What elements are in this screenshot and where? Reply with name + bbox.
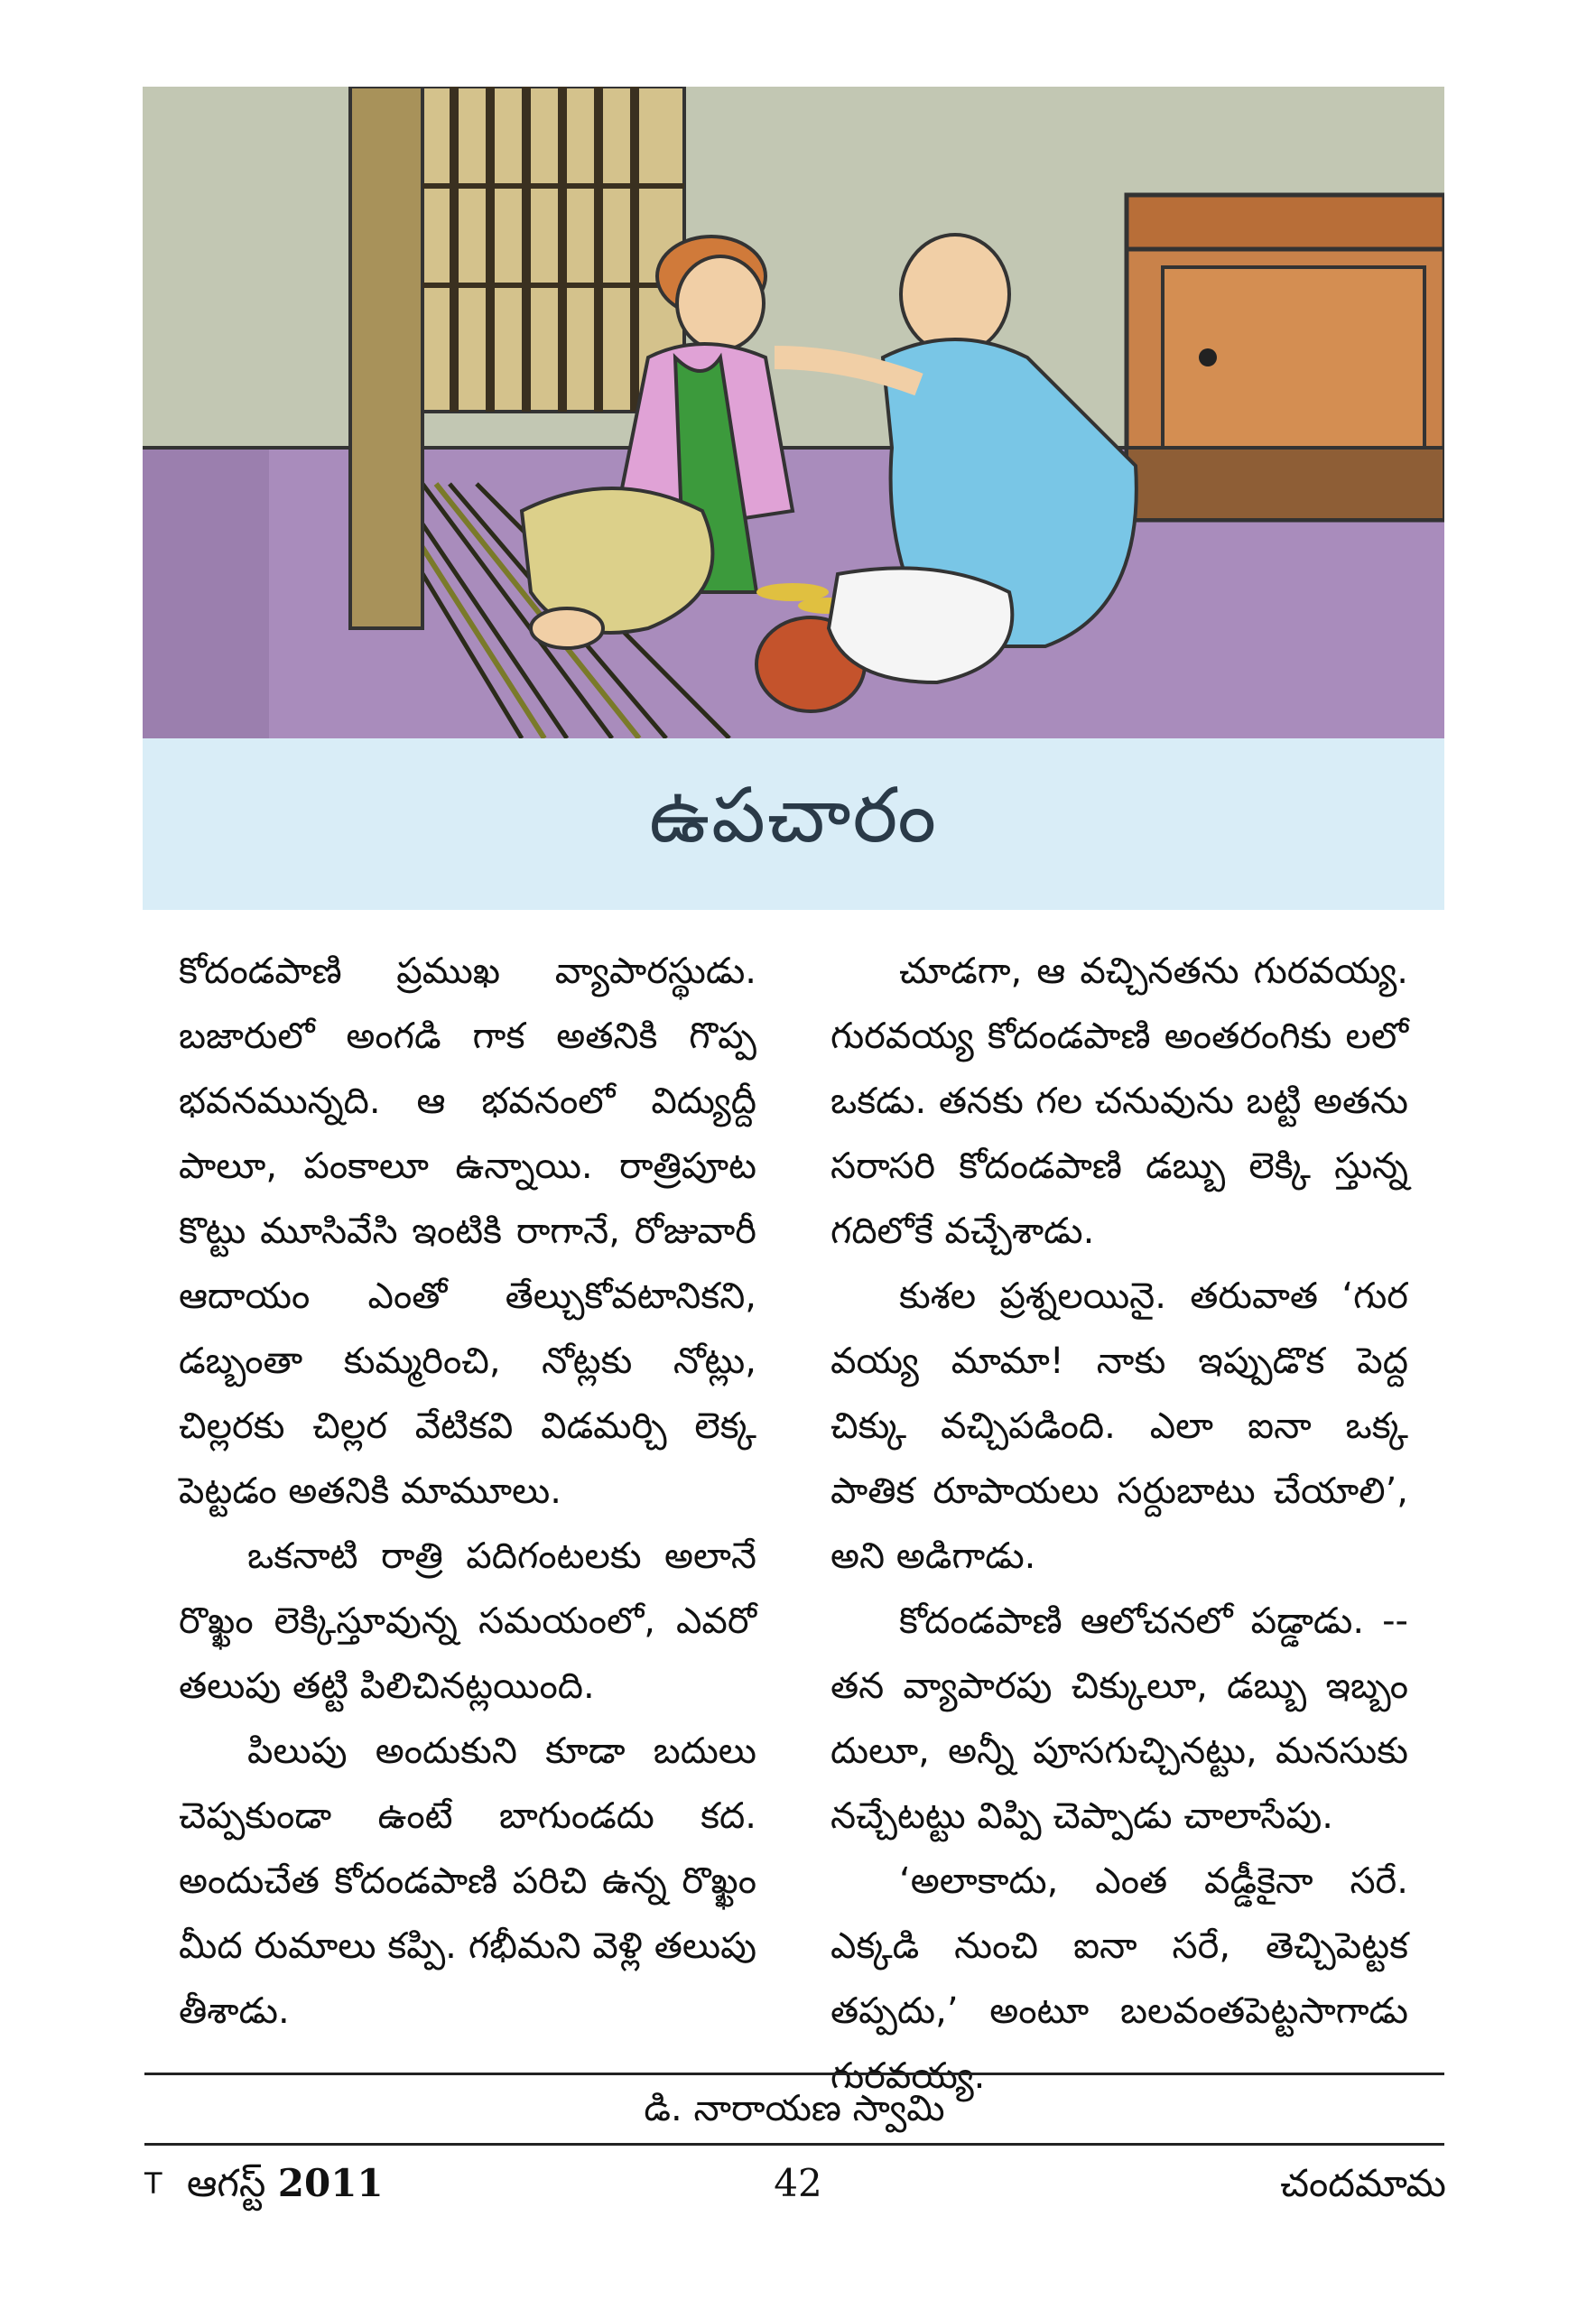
footer-mark: T — [144, 2166, 162, 2201]
author-name: డి. నారాయణ స్వామి — [644, 2088, 945, 2129]
left-column — [179, 939, 756, 2044]
author-top-rule — [144, 2073, 1444, 2075]
paragraph: చూడగా, ఆ వచ్చినతను గురవయ్య. గురవయ్య కోదండపాణి అంతరంగికు లలో ఒకడు. తనకు గల చనువును బట్టి అతను సరాసరి కోదండపాణి డబ్బు లెక్కి స్తున్న గదిలోకే వచ్చేశాడు. — [830, 951, 1408, 1252]
right-column — [830, 939, 1408, 2109]
footer-year: 2011 — [277, 2161, 384, 2205]
paragraph: ‘అలాకాదు, ఎంత వడ్డీకైనా సరే. ఎక్కడి నుంచి ఐనా సరే, తెచ్చిపెట్టక తప్పదు,’ అంటూ బలవంతపెట్టసాగాడు గురవయ్య. — [830, 1860, 1408, 2097]
author-bottom-rule — [144, 2143, 1444, 2146]
paragraph: పిలుపు అందుకుని కూడా బదులు చెప్పకుండా ఉంటే బాగుండదు కద. అందుచేత కోదండపాణి పరిచి ఉన్న రొఖ్ఖం మీద రుమాలు కప్పి. గభీమని వెళ్లి తలుపు తీశాడు. — [179, 1730, 756, 2032]
magazine-name: చందమామ — [1280, 2161, 1446, 2205]
story-illustration — [143, 87, 1444, 738]
paragraph: కోదండపాణి ప్రముఖ వ్యాపారస్థుడు. బజారులో అంగడి గాక అతనికి గొప్ప భవనమున్నది. ఆ భవనంలో విద్యుద్దీ పాలూ, పంకాలూ ఉన్నాయి. రాత్రిపూట కొట్టు మూసివేసి ఇంటికి రాగానే, రోజువారీ ఆదాయం ఎంతో తేల్చుకోవటానికని, డబ్బంతా కుమ్మరించి, నోట్లకు నోట్లు, చిల్లరకు చిల్లర వేటికవి విడమర్చి లెక్క పెట్టడం అతనికి మామూలు. — [179, 951, 756, 1512]
title-band — [143, 738, 1444, 910]
story-title: ఉపచారం — [649, 770, 938, 859]
page-number: 42 — [774, 2161, 822, 2205]
footer-month: ఆగస్ట్ — [186, 2161, 266, 2205]
paragraph: కుశల ప్రశ్నలయినై. తరువాత ‘గుర వయ్య మామా! నాకు ఇప్పుడొక పెద్ద చిక్కు వచ్చిపడింది. ఎలా ఐనా ఒక్క పాతిక రూపాయలు సర్దుబాటు చేయాలి’, అని అడిగాడు. — [830, 1275, 1408, 1577]
paragraph: ఒకనాటి రాత్రి పదిగంటలకు అలానే రొఖ్ఖం లెక్కిస్తూవున్న సమయంలో, ఎవరో తలుపు తట్టి పిలిచినట్లయింది. — [179, 1535, 756, 1707]
paragraph: కోదండపాణి ఆలోచనలో పడ్డాడు. -- తన వ్యాపారపు చిక్కులూ, డబ్బు ఇబ్బం దులూ, అన్నీ పూసగుచ్చినట్టు, మనసుకు నచ్చేటట్టు విప్పి చెప్పాడు చాలాసేపు. — [830, 1600, 1408, 1837]
